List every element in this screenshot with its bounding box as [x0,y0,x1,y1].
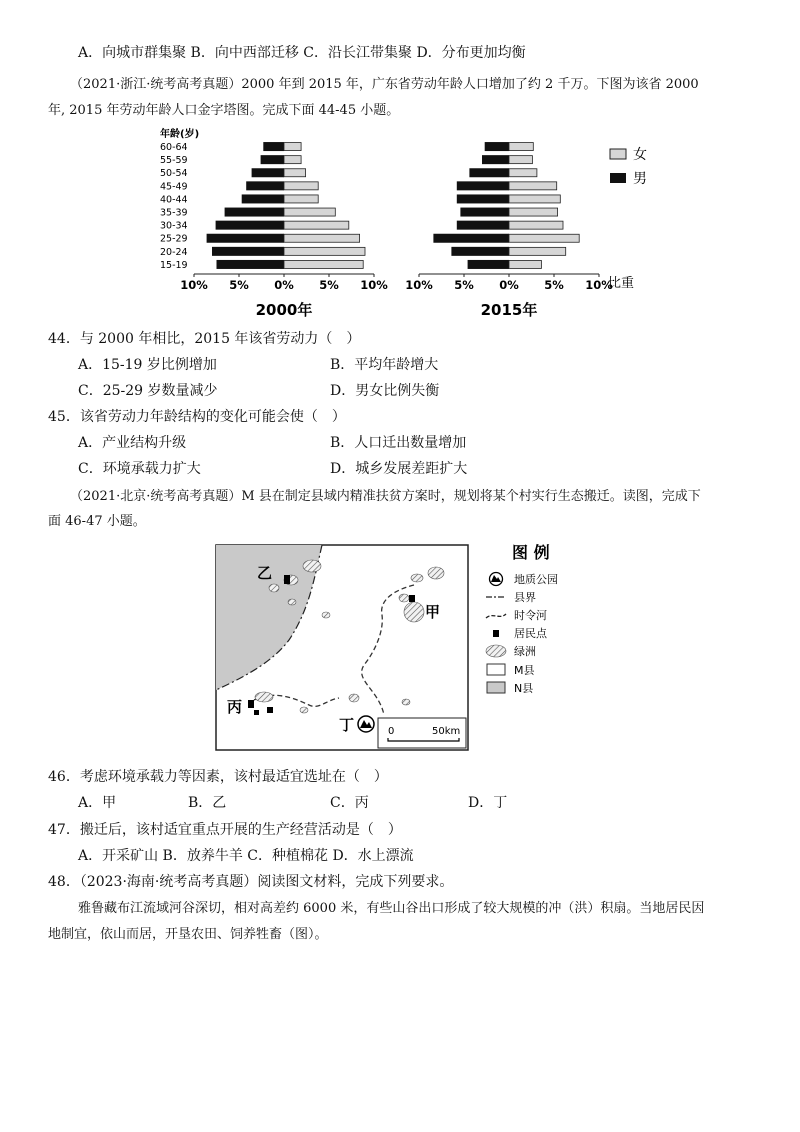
q48-stem: 48．（2023·海南·统考高考真题）阅读图文材料，完成下列要求。 [48,874,454,890]
male-bar [252,168,284,177]
intro-44-45-line2: 年, 2015 年劳动年龄人口金字塔图。完成下面 44-45 小题。 [48,103,400,118]
legend-river-line [486,614,506,618]
oasis [300,707,308,713]
q46-option-c[interactable]: C．丙 [330,795,369,811]
q48-paragraph-line1: 雅鲁藏布江流域河谷深切，相对高差约 6000 米，有些山谷出口形成了较大规模的冲（洪）积扇。当地居民因 [78,901,705,916]
legend-county-boundary: 县界 [514,591,536,604]
q47-options[interactable]: A．开采矿山 B．放养牛羊 C．种植棉花 D．水上漂流 [78,848,414,864]
legend-n-county-swatch [487,682,505,693]
legend-title: 图 例 [512,543,550,562]
settlement [254,710,259,715]
female-bar [284,221,349,229]
q45-option-c[interactable]: C．环境承载力扩大 [78,461,201,477]
map-label-jia: 甲 [425,603,441,621]
age-tick-label: 20-24 [160,246,188,258]
x-tick-label: 10% [585,278,613,292]
legend-m-county-swatch [487,664,505,675]
geopark-icon [358,716,374,732]
male-bar [212,247,284,256]
female-bar [284,260,363,268]
female-bar [284,234,360,242]
settlement [248,700,254,708]
female-bar [509,156,532,164]
x-axis-title: 比重 [608,276,635,291]
male-bar [263,142,284,151]
male-bar [485,142,509,151]
x-tick-label: 5% [454,278,474,292]
relocation-map [214,540,594,755]
age-tick-label: 40-44 [160,194,188,206]
q46-stem: 46．考虑环境承载力等因素，该村最适宜选址在（ ） [48,769,388,785]
oasis [404,602,424,622]
female-bar [509,260,541,268]
age-tick-label: 35-39 [160,207,188,219]
x-tick-label: 5% [229,278,249,292]
legend-male-swatch [610,173,626,183]
q46-option-b[interactable]: B．乙 [188,795,227,811]
age-tick-label: 55-59 [160,155,188,167]
settlement [284,575,290,584]
male-bar [469,168,509,177]
age-axis-label: 年龄(岁) [160,129,200,140]
q44-stem: 44．与 2000 年相比，2015 年该省劳动力（ ） [48,331,361,347]
q45-stem: 45．该省劳动力年龄结构的变化可能会使（ ） [48,409,346,425]
legend-oasis-swatch [486,645,506,657]
age-tick-label: 15-19 [160,259,188,271]
legend-male-label: 男 [633,171,647,187]
female-bar [509,182,557,190]
intro-46-47-line1: （2021·北京·统考高考真题）M 县在制定县域内精准扶贫方案时，规划将某个村实行生态搬迁。读图，完成下 [70,489,701,504]
settlement [409,595,415,602]
q45-option-a[interactable]: A．产业结构升级 [78,435,187,451]
x-tick-label: 10% [405,278,433,292]
age-tick-label: 30-34 [160,220,188,232]
x-tick-label: 0% [499,278,519,292]
male-bar [468,260,509,269]
female-bar [509,143,533,151]
legend-n-county: N县 [514,682,534,695]
male-bar [457,221,509,230]
male-bar [225,208,284,217]
oasis [303,560,321,572]
legend-female-swatch [610,149,626,159]
population-pyramid-chart [150,125,660,320]
male-bar [242,194,284,203]
legend-settlement: 居民点 [514,627,547,640]
female-bar [509,208,558,216]
q44-option-b[interactable]: B．平均年龄增大 [330,357,439,373]
oasis [402,699,410,705]
female-bar [284,195,318,203]
legend-female-label: 女 [633,147,647,163]
oasis [411,574,423,582]
q45-option-d[interactable]: D．城乡发展差距扩大 [330,461,468,477]
female-bar [284,143,301,151]
male-bar [482,155,509,164]
oasis [322,612,330,618]
q44-option-a[interactable]: A．15-19 岁比例增加 [78,357,217,373]
age-tick-label: 25-29 [160,233,188,245]
male-bar [207,234,284,243]
map-label-ding: 丁 [339,716,355,734]
x-tick-label: 10% [360,278,388,292]
panel-title-2015: 2015年 [480,301,538,319]
panel-title-2000: 2000年 [255,301,313,319]
male-bar [451,247,509,256]
female-bar [284,169,306,177]
q46-option-d[interactable]: D．丁 [468,795,508,811]
q45-option-b[interactable]: B．人口迁出数量增加 [330,435,467,451]
female-bar [509,247,566,255]
male-bar [433,234,509,243]
legend-m-county: M县 [514,664,535,677]
x-tick-label: 5% [319,278,339,292]
oasis [428,567,444,579]
legend-geopark: 地质公园 [514,573,558,586]
q44-option-c[interactable]: C．25-29 岁数量减少 [78,383,218,399]
q47-stem: 47．搬迁后，该村适宜重点开展的生产经营活动是（ ） [48,822,402,838]
female-bar [284,182,318,190]
age-tick-label: 45-49 [160,181,188,193]
scale-zero: 0 [388,726,395,737]
female-bar [284,247,365,255]
oasis [288,599,296,605]
x-tick-label: 5% [544,278,564,292]
female-bar [284,156,301,164]
map-label-bing: 丙 [227,698,243,716]
legend-seasonal-river: 时令河 [514,609,547,622]
q46-option-a[interactable]: A．甲 [78,795,117,811]
oasis [349,694,359,702]
intro-46-47-line2: 面 46-47 小题。 [48,514,146,529]
intro-44-45-line1: （2021·浙江·统考高考真题）2000 年到 2015 年，广东省劳动年龄人口增加了约 2 千万。下图为该省 2000 [70,77,699,92]
male-bar [457,181,509,190]
settlement [267,707,273,713]
male-bar [457,194,509,203]
scale-distance: 50km [432,726,461,737]
male-bar [217,260,285,269]
male-bar [216,221,284,230]
male-bar [246,181,284,190]
oasis [399,594,409,602]
legend-oasis: 绿洲 [514,645,536,658]
age-tick-label: 50-54 [160,168,188,180]
male-bar [261,155,284,164]
female-bar [509,169,537,177]
x-tick-label: 0% [274,278,294,292]
oasis [255,692,273,702]
q48-paragraph-line2: 地制宜，依山而居，开垦农田、饲养牲畜（图）。 [48,927,328,942]
geopark-icon [490,573,503,586]
female-bar [284,208,335,216]
map-label-yi: 乙 [257,564,273,582]
legend-settlement-swatch [493,630,499,637]
female-bar [509,221,563,229]
female-bar [509,234,579,242]
oasis [269,584,279,592]
q43-options: A．向城市群集聚 B．向中西部迁移 C．沿长江带集聚 D．分布更加均衡 [78,45,526,61]
male-bar [460,208,509,217]
female-bar [509,195,560,203]
age-tick-label: 60-64 [160,142,188,153]
q44-option-d[interactable]: D．男女比例失衡 [330,383,440,399]
x-tick-label: 10% [180,278,208,292]
